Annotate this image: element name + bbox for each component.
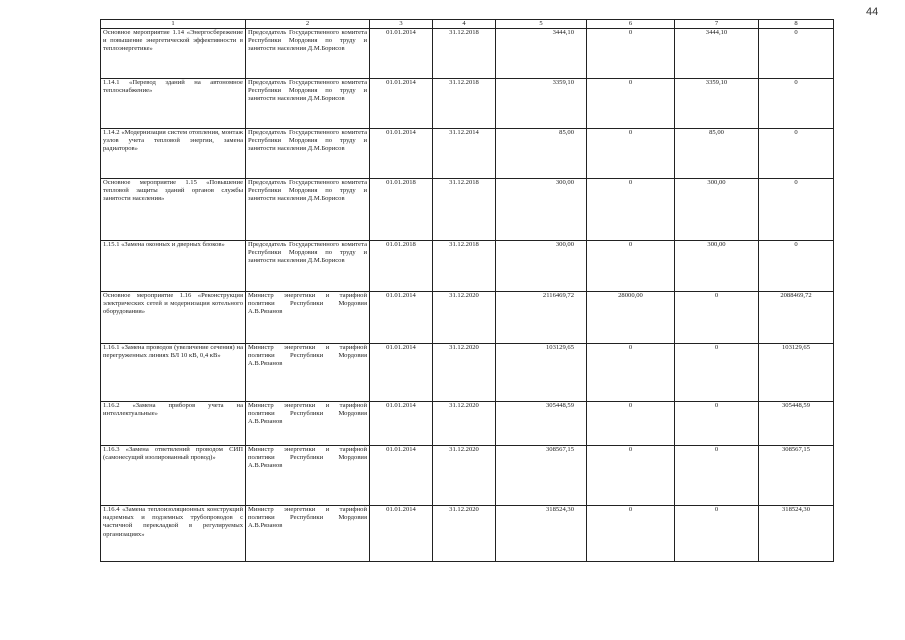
col6-cell: 0 [587, 506, 675, 562]
table-row [101, 292, 834, 344]
start-date-cell: 01.01.2014 [370, 129, 433, 179]
header-cell: 7 [675, 20, 759, 29]
measure-name-cell: 1.16.1 «Замена проводов (увеличение сечения) на перегруженных линиях ВЛ 10 кВ, 0,4 кВ» [101, 344, 246, 402]
total-cell: 300,00 [496, 179, 587, 241]
executor-cell: Министр энергетики и тарифной политики Республики Мордовия А.В.Рязанов [246, 506, 370, 562]
executor-cell: Председатель Государственного комитета Республики Мордовия по труду и занятости населения Д.М.Борисов [246, 179, 370, 241]
executor-cell: Председатель Государственного комитета Республики Мордовия по труду и занятости населения Д.М.Борисов [246, 79, 370, 129]
start-date-cell: 01.01.2014 [370, 402, 433, 446]
end-date-cell: 31.12.2014 [433, 129, 496, 179]
start-date-cell: 01.01.2014 [370, 292, 433, 344]
end-date-cell: 31.12.2018 [433, 79, 496, 129]
total-cell: 305448,59 [496, 402, 587, 446]
measure-name-cell: 1.14.2 «Модернизация систем отопления, монтаж узлов учета тепловой энергии, замена радиаторов» [101, 129, 246, 179]
measure-name-cell: 1.14.1 «Перевод зданий на автономное теплоснабжение» [101, 79, 246, 129]
start-date-cell: 01.01.2014 [370, 344, 433, 402]
table-row [101, 29, 834, 79]
col7-cell: 3359,10 [675, 79, 759, 129]
col7-cell: 0 [675, 446, 759, 506]
executor-cell: Министр энергетики и тарифной политики Республики Мордовия А.В.Рязанов [246, 292, 370, 344]
table-row [101, 506, 834, 562]
executor-cell: Министр энергетики и тарифной политики Республики Мордовия А.В.Рязанов [246, 402, 370, 446]
end-date-cell: 31.12.2018 [433, 29, 496, 79]
executor-cell: Председатель Государственного комитета Республики Мордовия по труду и занятости населения Д.М.Борисов [246, 29, 370, 79]
header-cell: 2 [246, 20, 370, 29]
col7-cell: 0 [675, 292, 759, 344]
col6-cell: 0 [587, 179, 675, 241]
executor-cell: Председатель Государственного комитета Республики Мордовия по труду и занятости населения Д.М.Борисов [246, 129, 370, 179]
measure-name-cell: 1.16.3 «Замена ответвлений проводом СИП (самонесущий изолированный провод)» [101, 446, 246, 506]
col6-cell: 0 [587, 241, 675, 292]
header-cell: 1 [101, 20, 246, 29]
measure-name-cell: Основное мероприятие 1.14 «Энергосбережение и повышение энергетической эффективности в теплоэнергетике» [101, 29, 246, 79]
table-row [101, 241, 834, 292]
total-cell: 308567,15 [496, 446, 587, 506]
start-date-cell: 01.01.2014 [370, 446, 433, 506]
table-row [101, 179, 834, 241]
start-date-cell: 01.01.2018 [370, 179, 433, 241]
measure-name-cell: 1.16.4 «Замена теплоизоляционных конструкций надземных и подземных трубопроводов с частичной перекладкой в регулируемых организациях» [101, 506, 246, 562]
end-date-cell: 31.12.2018 [433, 241, 496, 292]
col8-cell: 0 [759, 241, 834, 292]
measure-name-cell: Основное мероприятие 1.16 «Реконструкция электрических сетей и модернизация котельного оборудования» [101, 292, 246, 344]
col6-cell: 0 [587, 402, 675, 446]
col6-cell: 0 [587, 29, 675, 79]
table-row [101, 402, 834, 446]
header-cell: 5 [496, 20, 587, 29]
executor-cell: Председатель Государственного комитета Республики Мордовия по труду и занятости населения Д.М.Борисов [246, 241, 370, 292]
col7-cell: 0 [675, 506, 759, 562]
col7-cell: 85,00 [675, 129, 759, 179]
end-date-cell: 31.12.2020 [433, 506, 496, 562]
col8-cell: 0 [759, 79, 834, 129]
col8-cell: 318524,30 [759, 506, 834, 562]
col8-cell: 305448,59 [759, 402, 834, 446]
measure-name-cell: 1.16.2 «Замена приборов учета на интеллектуальные» [101, 402, 246, 446]
col7-cell: 0 [675, 402, 759, 446]
total-cell: 300,00 [496, 241, 587, 292]
total-cell: 3359,10 [496, 79, 587, 129]
measure-name-cell: Основное мероприятие 1.15 «Повышение тепловой защиты зданий органов службы занятости населения» [101, 179, 246, 241]
total-cell: 318524,30 [496, 506, 587, 562]
col7-cell: 0 [675, 344, 759, 402]
total-cell: 2116469,72 [496, 292, 587, 344]
col7-cell: 3444,10 [675, 29, 759, 79]
program-table [100, 19, 834, 562]
table-row [101, 446, 834, 506]
start-date-cell: 01.01.2014 [370, 79, 433, 129]
end-date-cell: 31.12.2020 [433, 292, 496, 344]
table-header-row [101, 20, 834, 29]
table-row [101, 344, 834, 402]
end-date-cell: 31.12.2020 [433, 344, 496, 402]
col8-cell: 0 [759, 129, 834, 179]
col6-cell: 0 [587, 129, 675, 179]
col7-cell: 300,00 [675, 179, 759, 241]
table-row [101, 79, 834, 129]
executor-cell: Министр энергетики и тарифной политики Республики Мордовия А.В.Рязанов [246, 446, 370, 506]
start-date-cell: 01.01.2014 [370, 29, 433, 79]
header-cell: 6 [587, 20, 675, 29]
col8-cell: 0 [759, 179, 834, 241]
executor-cell: Министр энергетики и тарифной политики Республики Мордовия А.В.Рязанов [246, 344, 370, 402]
measure-name-cell: 1.15.1 «Замена оконных и дверных блоков» [101, 241, 246, 292]
header-cell: 4 [433, 20, 496, 29]
col8-cell: 308567,15 [759, 446, 834, 506]
col8-cell: 0 [759, 29, 834, 79]
end-date-cell: 31.12.2018 [433, 179, 496, 241]
total-cell: 103129,65 [496, 344, 587, 402]
col6-cell: 0 [587, 446, 675, 506]
col6-cell: 0 [587, 344, 675, 402]
table-row [101, 129, 834, 179]
col8-cell: 103129,65 [759, 344, 834, 402]
start-date-cell: 01.01.2014 [370, 506, 433, 562]
col6-cell: 0 [587, 79, 675, 129]
page-number: 44 [866, 6, 879, 18]
total-cell: 85,00 [496, 129, 587, 179]
start-date-cell: 01.01.2018 [370, 241, 433, 292]
header-cell: 8 [759, 20, 834, 29]
col8-cell: 2088469,72 [759, 292, 834, 344]
end-date-cell: 31.12.2020 [433, 446, 496, 506]
header-cell: 3 [370, 20, 433, 29]
col6-cell: 28000,00 [587, 292, 675, 344]
total-cell: 3444,10 [496, 29, 587, 79]
col7-cell: 300,00 [675, 241, 759, 292]
end-date-cell: 31.12.2020 [433, 402, 496, 446]
